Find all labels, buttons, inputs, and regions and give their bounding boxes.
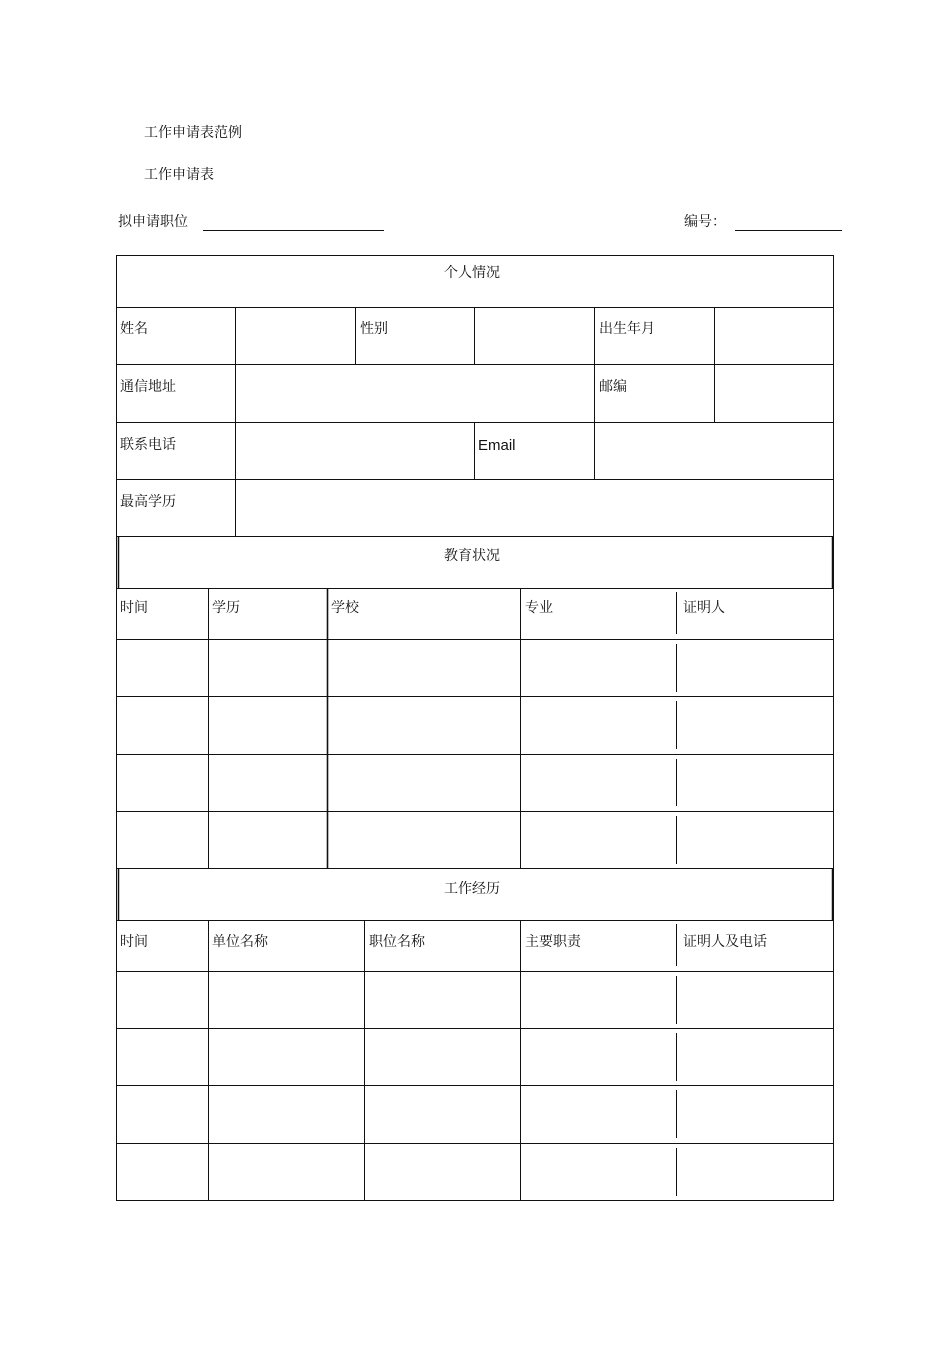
work-col-time: 时间 (120, 934, 148, 950)
edu-col-reference: 证明人 (683, 600, 725, 616)
document-title: 工作申请表范例 (144, 125, 242, 141)
edu-col-degree: 学历 (212, 600, 240, 616)
position-label: 拟申请职位 (118, 214, 188, 230)
education-section-header: 教育状况 (444, 548, 500, 564)
number-label: 编号： (684, 214, 726, 230)
phone-label: 联系电话 (120, 437, 176, 453)
birth-label: 出生年月 (599, 321, 655, 337)
address-label: 通信地址 (120, 379, 176, 395)
name-field[interactable] (236, 308, 355, 364)
work-col-position: 职位名称 (369, 934, 425, 950)
personal-section-header: 个人情况 (444, 265, 500, 281)
work-section-header: 工作经历 (444, 881, 500, 897)
edu-col-major: 专业 (525, 600, 553, 616)
phone-field[interactable] (236, 423, 474, 479)
edu-col-time: 时间 (120, 600, 148, 616)
document-subtitle: 工作申请表 (144, 167, 214, 183)
email-label: Email (478, 437, 516, 454)
edu-col-school: 学校 (331, 600, 359, 616)
birth-field[interactable] (715, 308, 833, 364)
address-field[interactable] (236, 365, 594, 422)
education-level-label: 最高学历 (120, 494, 176, 510)
gender-label: 性别 (360, 321, 388, 337)
work-col-duties: 主要职责 (525, 934, 581, 950)
postcode-label: 邮编 (599, 379, 627, 395)
gender-field[interactable] (475, 308, 594, 364)
name-label: 姓名 (120, 321, 148, 337)
work-col-reference-phone: 证明人及电话 (683, 934, 767, 950)
work-col-company: 单位名称 (212, 934, 268, 950)
education-level-field[interactable] (236, 480, 833, 536)
email-field[interactable] (595, 423, 833, 479)
postcode-field[interactable] (715, 365, 833, 422)
